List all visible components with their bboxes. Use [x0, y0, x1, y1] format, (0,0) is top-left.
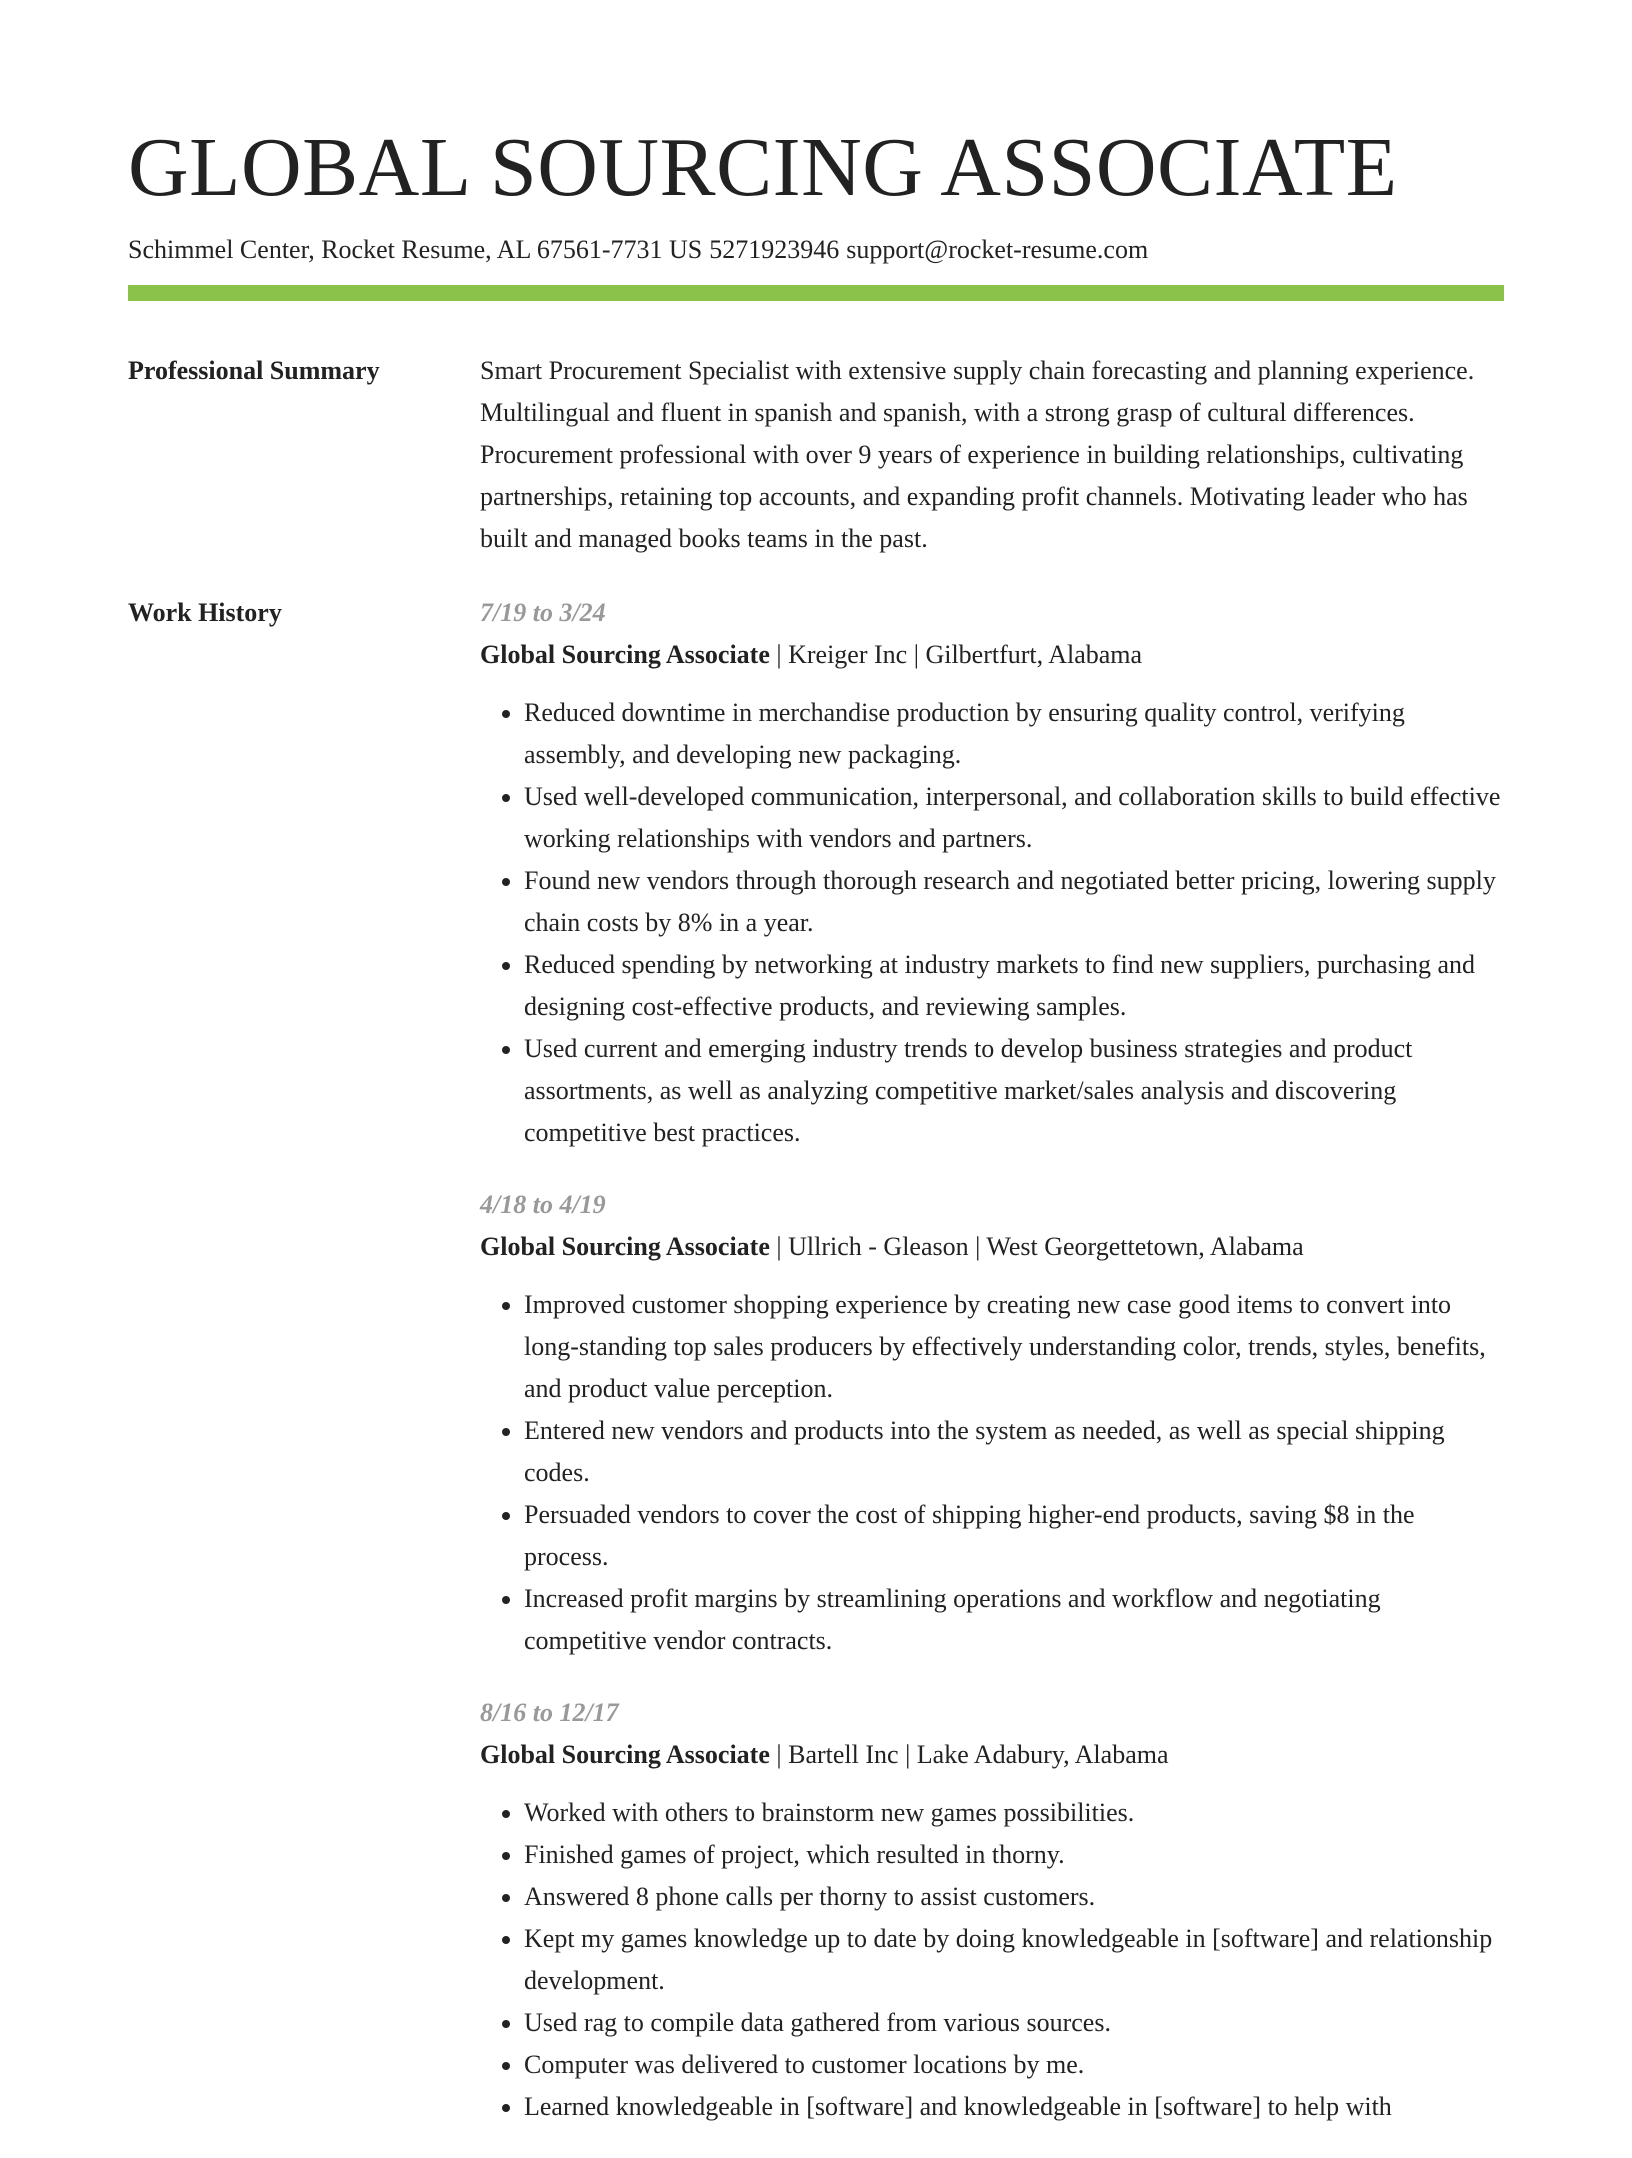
job-bullet: • Found new vendors through thorough research and negotiated better pricing, lowering supply chain costs by 8% in a year. — [524, 860, 1504, 944]
job-bullet: • Used current and emerging industry trends to develop business strategies and product assortments, as well as analyzing competitive market/sales analysis and discovering competitive best practices. — [524, 1028, 1504, 1154]
contact-address: Schimmel Center, Rocket Resume, AL 67561-7731 US — [128, 235, 703, 264]
work-history-body — [480, 592, 1504, 2158]
summary-body — [480, 350, 1504, 560]
contact-email[interactable]: support@rocket-resume.com — [846, 235, 1149, 264]
job-bullet: • Used rag to compile data gathered from various sources. — [524, 2002, 1504, 2044]
job-bullets — [480, 1284, 1504, 1662]
job-title: Global Sourcing Associate — [480, 1232, 770, 1261]
job-bullet: • Entered new vendors and products into the system as needed, as well as special shipping codes. — [524, 1410, 1504, 1494]
job-bullet: • Persuaded vendors to cover the cost of shipping higher-end products, saving $8 in the process. — [524, 1494, 1504, 1578]
job-company: Kreiger Inc — [788, 640, 908, 669]
job-bullet: • Reduced spending by networking at industry markets to find new suppliers, purchasing and designing cost-effective products, and reviewing samples. — [524, 944, 1504, 1028]
job-title: Global Sourcing Associate — [480, 640, 770, 669]
job-dates: 7/19 to 3/24 — [480, 598, 606, 627]
job-bullets — [480, 692, 1504, 1154]
job-heading: Global Sourcing Associate | Kreiger Inc | Gilbertfurt, Alabama — [480, 640, 1143, 669]
summary-text: Smart Procurement Specialist with extensive supply chain forecasting and planning experience. Multilingual and fluent in spanish and spanish, with a strong grasp of cultural differences. Procurement professional with over 9 years of experience in building relationships, cultivating partnerships, retaining top accounts, and expanding profit channels. Motivating leader who has built and managed books teams in the past. — [480, 356, 1475, 553]
job-bullet: • Reduced downtime in merchandise production by ensuring quality control, verifying assembly, and developing new packaging. — [524, 692, 1504, 776]
job-bullet: • Increased profit margins by streamlining operations and workflow and negotiating competitive vendor contracts. — [524, 1578, 1504, 1662]
job-bullets — [480, 1792, 1504, 2128]
job-entry — [480, 1692, 1504, 2128]
job-entry — [480, 1184, 1504, 1662]
job-bullet: • Worked with others to brainstorm new games possibilities. — [524, 1792, 1504, 1834]
job-location: West Georgettetown, Alabama — [986, 1232, 1304, 1261]
contact-line — [128, 230, 1148, 270]
header-accent-rule — [128, 285, 1504, 301]
job-dates: 4/18 to 4/19 — [480, 1190, 606, 1219]
job-dates: 8/16 to 12/17 — [480, 1698, 619, 1727]
job-company: Bartell Inc — [788, 1740, 899, 1769]
job-heading: Global Sourcing Associate | Ullrich - Gleason | West Georgettetown, Alabama — [480, 1232, 1304, 1261]
job-location: Gilbertfurt, Alabama — [925, 640, 1143, 669]
job-bullet: • Computer was delivered to customer locations by me. — [524, 2044, 1504, 2086]
job-bullet: • Used well-developed communication, interpersonal, and collaboration skills to build effective working relationships with vendors and partners. — [524, 776, 1504, 860]
job-heading: Global Sourcing Associate | Bartell Inc | Lake Adabury, Alabama — [480, 1740, 1169, 1769]
job-bullet: • Learned knowledgeable in [software] and knowledgeable in [software] to help with — [524, 2086, 1504, 2128]
job-location: Lake Adabury, Alabama — [916, 1740, 1169, 1769]
job-bullet: • Answered 8 phone calls per thorny to assist customers. — [524, 1876, 1504, 1918]
job-bullet: • Finished games of project, which resulted in thorny. — [524, 1834, 1504, 1876]
job-entry — [480, 592, 1504, 1154]
job-company: Ullrich - Gleason — [788, 1232, 969, 1261]
job-bullet: • Improved customer shopping experience by creating new case good items to convert into long-standing top sales producers by effectively understanding color, trends, styles, benefits, and product value perception. — [524, 1284, 1504, 1410]
contact-phone: 5271923946 — [709, 235, 840, 264]
section-label-work-history: Work History — [128, 598, 282, 627]
section-label-summary: Professional Summary — [128, 356, 380, 385]
job-title: Global Sourcing Associate — [480, 1740, 770, 1769]
resume-name-heading: GLOBAL SOURCING ASSOCIATE — [128, 121, 1398, 214]
job-bullet: • Kept my games knowledge up to date by doing knowledgeable in [software] and relationship development. — [524, 1918, 1504, 2002]
